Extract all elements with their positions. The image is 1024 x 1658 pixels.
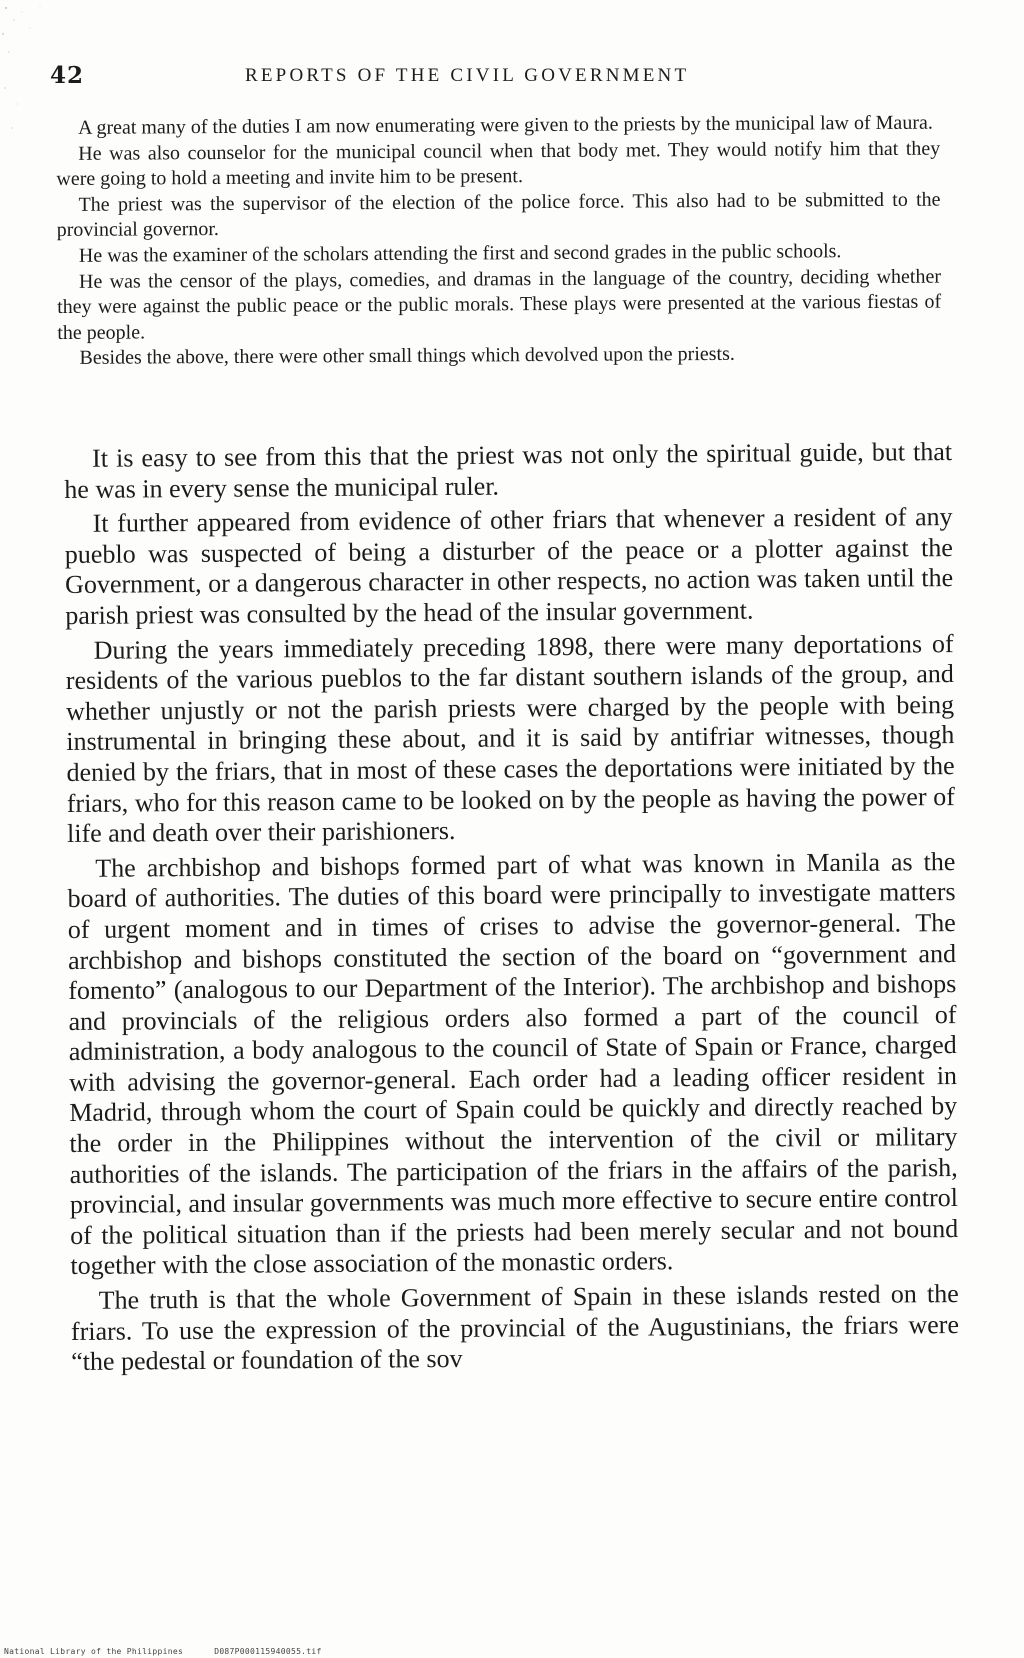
small-type-section bbox=[56, 111, 942, 372]
paragraph: It further appeared from evidence of other friars that whenever a resident of any pueblo was suspected of being a disturber of the peace or a plotter against the Government, or a dangerous character in other respects, no action was taken until the parish priest was consulted by the head of the insular government. bbox=[64, 502, 954, 630]
scan-footer bbox=[4, 1647, 348, 1656]
running-head: REPORTS OF THE CIVIL GOVERNMENT bbox=[245, 65, 690, 86]
paragraph: Besides the above, there were other small things which devolved upon the priests. bbox=[79, 343, 735, 370]
library-name: National Library of the Philippines bbox=[4, 1647, 184, 1656]
paragraph: He was also counselor for the municipal council when that body met. They would notify him that they were going to hold a meeting and invite him to be present. bbox=[56, 137, 941, 191]
file-id: D087P000115940055.tif bbox=[214, 1647, 322, 1656]
paragraph: A great many of the duties I am now enumerating were given to the priests by the municipal law of Maura. bbox=[78, 111, 933, 139]
paragraph: He was the examiner of the scholars attending the first and second grades in the public schools. bbox=[78, 240, 842, 267]
paragraph: During the years immediately preceding 1898, there were many deportations of residents of the various pueblos to the far distant southern islands of the group, and whether unjustly or not the parish priests were charged by the people with being instrumental in bringing these about, and it is said by antifriar witnesses, though denied by the friars, that in most of these cases the deportations were initiated by the friars, who for this reason came to be looked on by the people as having the power of life and death over their parishioners. bbox=[65, 628, 955, 849]
paragraph: The priest was the supervisor of the election of the police force. This also had to be submitted to the provincial governor. bbox=[56, 188, 941, 242]
paragraph: He was the censor of the plays, comedies, and dramas in the language of the country, deciding whether they were against the public peace or the public morals. These plays were presented at the various fiestas of the people. bbox=[57, 265, 942, 344]
paragraph: The truth is that the whole Government of Spain in these islands rested on the friars. To use the expression of the provincial of the Augustinians, the friars were “the pedestal or foundation of the sov bbox=[70, 1279, 960, 1377]
paragraph: The archbishop and bishops formed part of what was known in Manila as the board of authorities. The duties of this board were principally to investigate matters of urgent moment and in times of crises to advise the governor-general. The archbishop and bishops constituted the section of the board on “government and fomento” (analogous to our Department of the Interior). The archbishop and bishops and provincials of the religious orders also formed a part of the council of administration, a body analogous to the council of State of Spain or France, charged with advising the governor-general. Each order had a leading officer resident in Madrid, through whom the court of Spain could be quickly and directly reached by the order in the Philippines without the intervention of the civil or military authorities of the islands. The participation of the friars in the affairs of the parish, provincial, and insular governments was much more effective to secure entire control of the political situation than if the priests had been merely secular and not bound together with the close association of the monastic orders. bbox=[67, 846, 959, 1281]
page-header bbox=[50, 62, 950, 92]
page-number: 42 bbox=[50, 62, 85, 89]
body-text-section bbox=[64, 437, 959, 1382]
paragraph: It is easy to see from this that the priest was not only the spiritual guide, but that he was in every sense the municipal ruler. bbox=[64, 437, 953, 504]
